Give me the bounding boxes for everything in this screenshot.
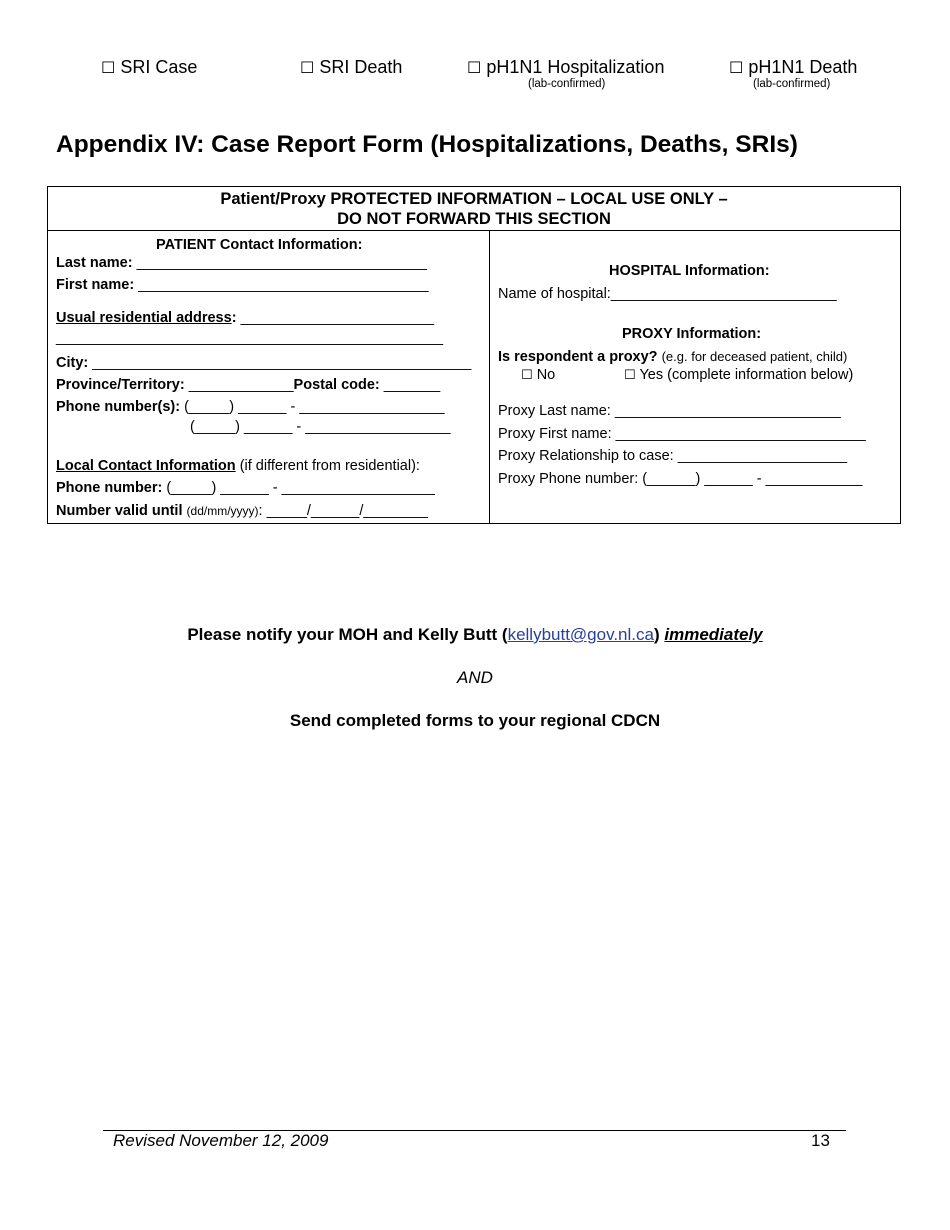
question-label: Is respondent a proxy?	[498, 349, 658, 365]
address-field[interactable]	[56, 309, 434, 327]
proxy-heading: PROXY Information:	[622, 326, 762, 342]
checkbox-icon[interactable]: ☐	[624, 368, 636, 383]
field-label: City:	[56, 355, 89, 371]
province-postal-field[interactable]	[56, 376, 440, 394]
notify-line	[0, 625, 950, 645]
field-label: Last name:	[56, 255, 133, 271]
field-blank[interactable]: ____________________________________	[136, 255, 427, 271]
checkbox-label: pH1N1 Hospitalization	[486, 57, 665, 77]
address-line-2[interactable]: ________________________________________________	[56, 330, 444, 346]
field-label: Usual residential address	[56, 310, 232, 326]
field-label: Phone number(s):	[56, 399, 181, 415]
hospital-name-field[interactable]	[498, 285, 837, 303]
phone-field-2[interactable]: (_____) ______ - __________________	[190, 419, 451, 435]
field-blank[interactable]: (_____) ______ - __________________	[184, 399, 445, 415]
checkbox-label: SRI Case	[120, 57, 198, 77]
proxy-no-checkbox[interactable]	[521, 366, 555, 385]
column-divider	[489, 231, 490, 523]
hospital-heading: HOSPITAL Information:	[609, 263, 770, 279]
checkbox-icon[interactable]: ☐	[101, 58, 116, 77]
checkbox-label: No	[536, 367, 556, 383]
field-label: Number valid until	[56, 503, 183, 519]
phone-field[interactable]	[56, 398, 445, 416]
field-label: Proxy First name:	[498, 426, 612, 442]
checkbox-label: pH1N1 Death	[748, 57, 858, 77]
proxy-question	[498, 348, 847, 366]
checkbox-icon[interactable]: ☐	[729, 58, 744, 77]
proxy-yes-checkbox[interactable]	[624, 366, 853, 385]
field-blank[interactable]: (______) ______ - ____________	[642, 471, 863, 487]
checkbox-sri-case[interactable]	[101, 57, 197, 78]
patient-heading: PATIENT Contact Information:	[156, 237, 363, 253]
and-text: AND	[457, 668, 493, 687]
proxy-relationship-field[interactable]	[498, 447, 847, 465]
question-note: (e.g. for deceased patient, child)	[661, 349, 848, 364]
proxy-last-name-field[interactable]	[498, 402, 841, 420]
field-label: Phone number:	[56, 480, 163, 496]
notify-text: Please notify your MOH and Kelly Butt (	[187, 625, 508, 644]
checkbox-icon[interactable]: ☐	[521, 368, 533, 383]
city-field[interactable]	[56, 354, 471, 372]
valid-until-field[interactable]	[56, 502, 428, 520]
header-line-1: Patient/Proxy PROTECTED INFORMATION – LOCAL USE ONLY –	[220, 190, 728, 208]
notify-close: )	[653, 625, 660, 644]
field-blank[interactable]: _______________________________	[615, 426, 866, 442]
proxy-phone-field[interactable]	[498, 470, 862, 488]
field-blank[interactable]: _____________	[188, 377, 294, 393]
first-name-field[interactable]	[56, 276, 429, 294]
field-blank[interactable]: ________________________	[240, 310, 435, 326]
lab-confirmed-note: (lab-confirmed)	[528, 78, 606, 90]
field-label-colon: :	[231, 310, 237, 326]
field-blank[interactable]: _____________________	[677, 448, 848, 464]
checkbox-label: SRI Death	[319, 57, 403, 77]
checkbox-ph1n1-hospitalization[interactable]	[467, 57, 664, 78]
field-label: Proxy Relationship to case:	[498, 448, 674, 464]
field-blank[interactable]: ____________________________	[614, 403, 841, 419]
field-blank[interactable]: (_____) ______ - ___________________	[166, 480, 435, 496]
field-label: Proxy Last name:	[498, 403, 611, 419]
email-link[interactable]: kellybutt@gov.nl.ca	[507, 625, 654, 644]
immediately-text: immediately	[664, 625, 763, 644]
field-label-colon: :	[258, 503, 263, 519]
field-note: (if different from residential):	[239, 458, 420, 474]
page-title: Appendix IV: Case Report Form (Hospitalizations, Deaths, SRIs)	[56, 131, 798, 158]
proxy-first-name-field[interactable]	[498, 425, 866, 443]
field-label: First name:	[56, 277, 135, 293]
field-label: Name of hospital:	[498, 286, 611, 302]
checkbox-label: Yes (complete information below)	[639, 367, 854, 383]
last-name-field[interactable]	[56, 254, 427, 272]
field-blank[interactable]: _______________________________________________	[92, 355, 472, 371]
field-label: Proxy Phone number:	[498, 471, 639, 487]
date-format-note: (dd/mm/yyyy)	[186, 504, 259, 518]
field-blank[interactable]: ____________________________	[610, 286, 837, 302]
local-contact-heading	[56, 457, 420, 475]
checkbox-sri-death[interactable]	[300, 57, 402, 78]
protected-info-table	[47, 186, 901, 524]
checkbox-icon[interactable]: ☐	[300, 58, 315, 77]
send-forms-text: Send completed forms to your regional CDCN	[289, 711, 661, 730]
checkbox-ph1n1-death[interactable]	[729, 57, 857, 78]
local-phone-field[interactable]	[56, 479, 435, 497]
field-blank[interactable]: ____________________________________	[138, 277, 429, 293]
field-label: Province/Territory:	[56, 377, 185, 393]
lab-confirmed-note: (lab-confirmed)	[753, 78, 831, 90]
field-label: Local Contact Information	[56, 458, 236, 474]
checkbox-icon[interactable]: ☐	[467, 58, 482, 77]
header-line-2: DO NOT FORWARD THIS SECTION	[337, 210, 611, 228]
field-blank[interactable]: _______	[383, 377, 441, 393]
field-blank[interactable]: _____/______/________	[266, 503, 428, 519]
table-header	[48, 187, 900, 231]
revised-date: Revised November 12, 2009	[113, 1131, 329, 1150]
page-number: 13	[811, 1131, 830, 1150]
postal-label: Postal code:	[293, 377, 380, 393]
